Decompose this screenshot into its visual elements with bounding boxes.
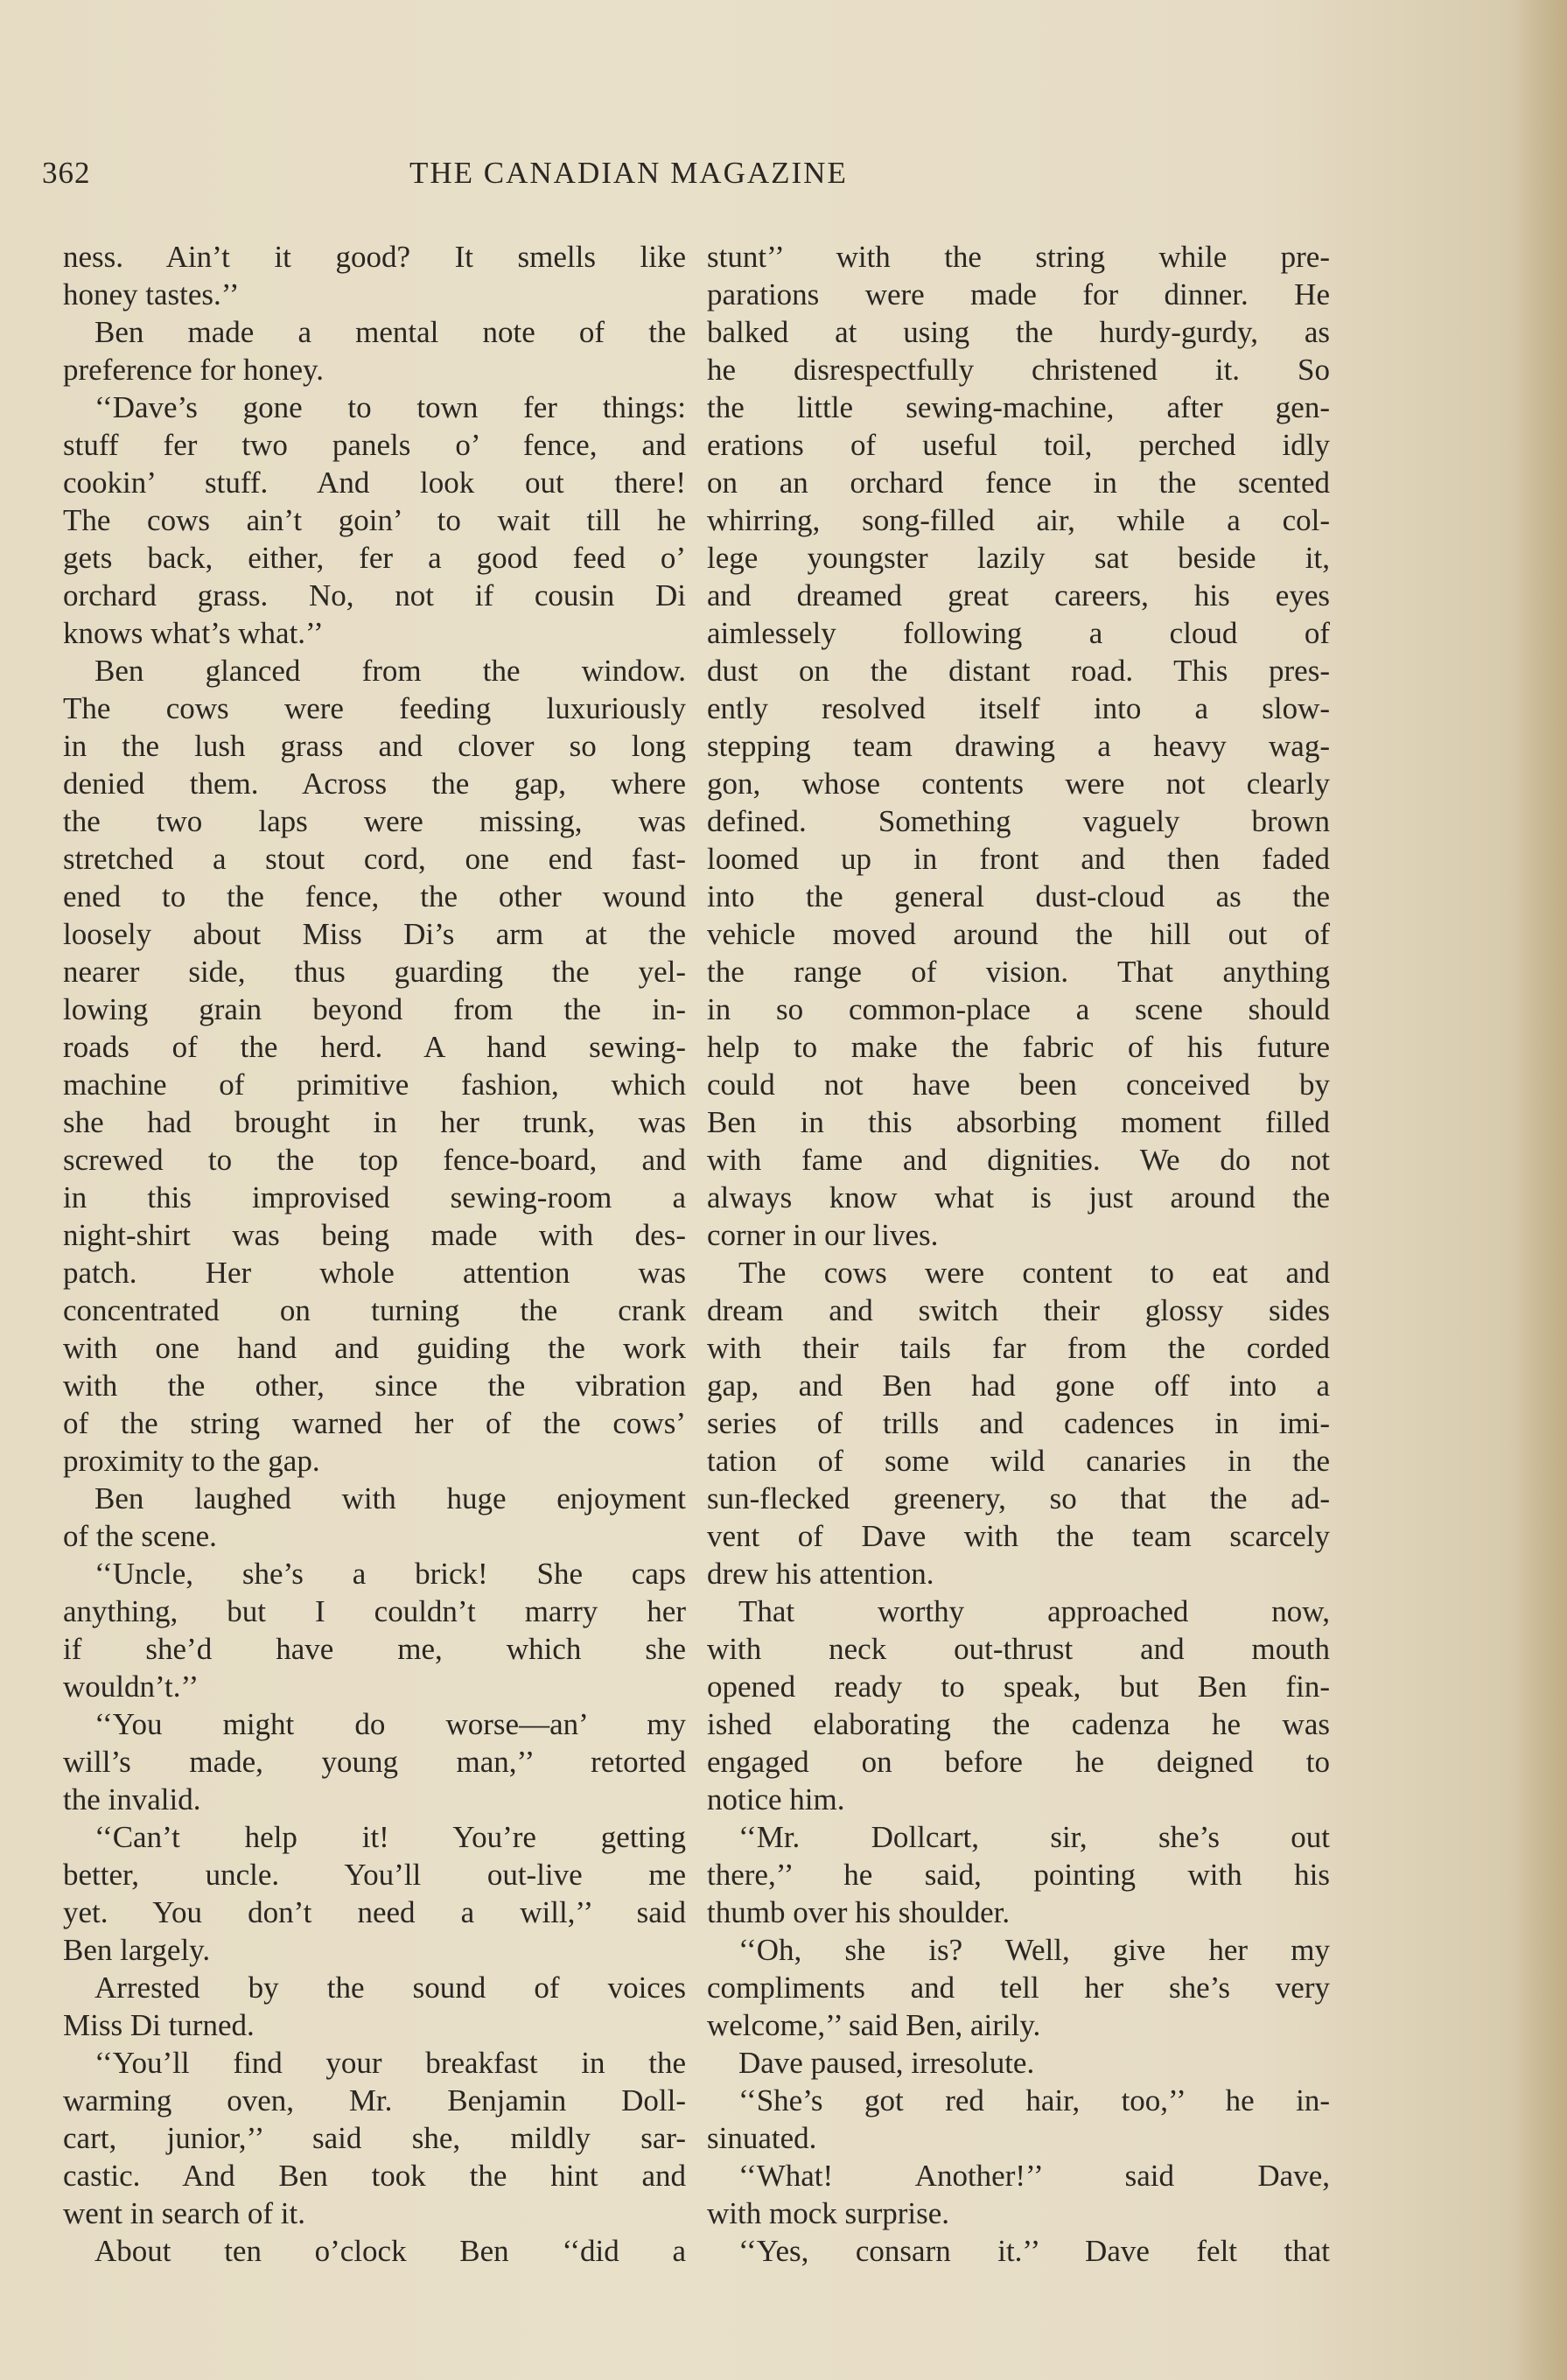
- text-line: proximity to the gap.: [63, 1444, 320, 1478]
- text-line: if she’d have me, which she: [63, 1632, 686, 1666]
- text-line: will’s made, young man,’’ retorted: [63, 1745, 686, 1779]
- page-number: 362: [42, 156, 91, 190]
- text-line: ‘‘Can’t help it! You’re getting: [94, 1820, 686, 1854]
- text-line: went in search of it.: [63, 2196, 305, 2230]
- text-line: ‘‘What! Another!’’ said Dave,: [738, 2159, 1330, 2193]
- text-line: whirring, song-filled air, while a col-: [707, 503, 1330, 537]
- text-line: always know what is just around the: [707, 1180, 1330, 1214]
- text-line: honey tastes.’’: [63, 277, 240, 312]
- text-line: there,’’ he said, pointing with his: [707, 1858, 1330, 1892]
- text-line: notice him.: [707, 1782, 845, 1816]
- text-line: castic. And Ben took the hint and: [63, 2159, 686, 2193]
- text-line: on an orchard fence in the scented: [707, 466, 1330, 500]
- text-line: loosely about Miss Di’s arm at the: [63, 917, 686, 951]
- text-line: the range of vision. That anything: [707, 955, 1330, 989]
- text-line: into the general dust-cloud as the: [707, 879, 1330, 914]
- text-line: yet. You don’t need a will,’’ said: [63, 1895, 686, 1929]
- text-line: she had brought in her trunk, was: [63, 1105, 686, 1139]
- text-line: with one hand and guiding the work: [63, 1331, 686, 1365]
- text-line: sun-flecked greenery, so that the ad-: [707, 1481, 1330, 1516]
- text-line: help to make the fabric of his future: [707, 1030, 1330, 1064]
- text-line: drew his attention.: [707, 1557, 934, 1591]
- text-line: stuff fer two panels o’ fence, and: [63, 428, 686, 462]
- text-line: he disrespectfully christened it. So: [707, 353, 1330, 387]
- text-line: lege youngster lazily sat beside it,: [707, 541, 1330, 575]
- text-line: Ben largely.: [63, 1933, 211, 1967]
- text-line: The cows were feeding luxuriously: [63, 691, 686, 725]
- text-line: with their tails far from the corded: [707, 1331, 1330, 1365]
- text-line: roads of the herd. A hand sewing-: [63, 1030, 686, 1064]
- text-line: The cows were content to eat and: [738, 1256, 1330, 1290]
- text-line: ‘‘Mr. Dollcart, sir, she’s out: [738, 1820, 1330, 1854]
- text-line: welcome,’’ said Ben, airily.: [707, 2008, 1041, 2042]
- text-line: ‘‘Dave’s gone to town fer things:: [94, 390, 686, 424]
- text-line: That worthy approached now,: [738, 1594, 1330, 1628]
- text-line: night-shirt was being made with des-: [63, 1218, 686, 1252]
- text-line: compliments and tell her she’s very: [707, 1970, 1330, 2005]
- text-line: vent of Dave with the team scarcely: [707, 1519, 1330, 1553]
- text-line: the invalid.: [63, 1782, 201, 1816]
- text-line: gap, and Ben had gone off into a: [707, 1368, 1330, 1403]
- text-line: patch. Her whole attention was: [63, 1256, 686, 1290]
- text-line: erations of useful toil, perched idly: [707, 428, 1330, 462]
- right-text-column: [707, 238, 1330, 2270]
- text-line: ently resolved itself into a slow-: [707, 691, 1330, 725]
- text-line: ‘‘Uncle, she’s a brick! She caps: [94, 1557, 686, 1591]
- text-line: engaged on before he deigned to: [707, 1745, 1330, 1779]
- text-line: the little sewing-machine, after gen-: [707, 390, 1330, 424]
- text-line: and dreamed great careers, his eyes: [707, 578, 1330, 612]
- text-line: Ben in this absorbing moment filled: [707, 1105, 1330, 1139]
- text-line: stunt’’ with the string while pre-: [707, 240, 1330, 274]
- text-line: vehicle moved around the hill out of: [707, 917, 1330, 951]
- text-line: the two laps were missing, was: [63, 804, 686, 838]
- text-line: better, uncle. You’ll out-live me: [63, 1858, 686, 1892]
- text-line: wouldn’t.’’: [63, 1670, 199, 1704]
- text-line: anything, but I couldn’t marry her: [63, 1594, 686, 1628]
- text-line: with fame and dignities. We do not: [707, 1143, 1330, 1177]
- text-line: stepping team drawing a heavy wag-: [707, 729, 1330, 763]
- text-line: in so common-place a scene should: [707, 992, 1330, 1026]
- text-line: warming oven, Mr. Benjamin Doll-: [63, 2083, 686, 2118]
- text-line: of the scene.: [63, 1519, 217, 1553]
- text-line: opened ready to speak, but Ben fin-: [707, 1670, 1330, 1704]
- text-line: concentrated on turning the crank: [63, 1293, 686, 1327]
- text-line: ‘‘Oh, she is? Well, give her my: [738, 1933, 1330, 1967]
- text-line: cookin’ stuff. And look out there!: [63, 466, 686, 500]
- text-line: of the string warned her of the cows’: [63, 1406, 686, 1440]
- text-line: ‘‘Yes, consarn it.’’ Dave felt that: [738, 2234, 1330, 2268]
- running-head: [42, 156, 1337, 200]
- text-line: stretched a stout cord, one end fast-: [63, 842, 686, 876]
- text-line: in this improvised sewing-room a: [63, 1180, 686, 1214]
- text-line: ness. Ain’t it good? It smells like: [63, 240, 686, 274]
- text-line: with the other, since the vibration: [63, 1368, 686, 1403]
- text-line: The cows ain’t goin’ to wait till he: [63, 503, 686, 537]
- text-line: knows what’s what.’’: [63, 616, 324, 650]
- text-line: gon, whose contents were not clearly: [707, 766, 1330, 801]
- text-line: could not have been conceived by: [707, 1068, 1330, 1102]
- text-line: Ben made a mental note of the: [94, 315, 686, 349]
- text-line: preference for honey.: [63, 353, 324, 387]
- text-line: machine of primitive fashion, which: [63, 1068, 686, 1102]
- text-line: series of trills and cadences in imi-: [707, 1406, 1330, 1440]
- text-line: gets back, either, fer a good feed o’: [63, 541, 686, 575]
- text-line: dream and switch their glossy sides: [707, 1293, 1330, 1327]
- text-line: thumb over his shoulder.: [707, 1895, 1011, 1929]
- text-line: lowing grain beyond from the in-: [63, 992, 686, 1026]
- text-line: Ben glanced from the window.: [94, 654, 686, 688]
- text-line: balked at using the hurdy-gurdy, as: [707, 315, 1330, 349]
- text-line: denied them. Across the gap, where: [63, 766, 686, 801]
- text-line: ‘‘She’s got red hair, too,’’ he in-: [738, 2083, 1330, 2118]
- text-line: loomed up in front and then faded: [707, 842, 1330, 876]
- text-line: orchard grass. No, not if cousin Di: [63, 578, 686, 612]
- text-line: cart, junior,’’ said she, mildly sar-: [63, 2121, 686, 2155]
- text-line: with neck out-thrust and mouth: [707, 1632, 1330, 1666]
- text-line: Miss Di turned.: [63, 2008, 255, 2042]
- magazine-title: THE CANADIAN MAGAZINE: [409, 156, 848, 190]
- text-line: nearer side, thus guarding the yel-: [63, 955, 686, 989]
- text-line: sinuated.: [707, 2121, 817, 2155]
- text-line: ‘‘You might do worse—an’ my: [94, 1707, 686, 1741]
- text-line: About ten o’clock Ben ‘‘did a: [94, 2234, 686, 2268]
- text-line: tation of some wild canaries in the: [707, 1444, 1330, 1478]
- text-line: ished elaborating the cadenza he was: [707, 1707, 1330, 1741]
- text-line: aimlessely following a cloud of: [707, 616, 1330, 650]
- text-line: Ben laughed with huge enjoyment: [94, 1481, 686, 1516]
- text-line: with mock surprise.: [707, 2196, 950, 2230]
- text-line: dust on the distant road. This pres-: [707, 654, 1330, 688]
- text-line: corner in our lives.: [707, 1218, 939, 1252]
- text-line: screwed to the top fence-board, and: [63, 1143, 686, 1177]
- text-line: Arrested by the sound of voices: [94, 1970, 686, 2005]
- text-line: in the lush grass and clover so long: [63, 729, 686, 763]
- text-line: defined. Something vaguely brown: [707, 804, 1330, 838]
- left-text-column: [63, 238, 686, 2270]
- text-line: parations were made for dinner. He: [707, 277, 1330, 312]
- text-line: Dave paused, irresolute.: [738, 2046, 1035, 2080]
- text-line: ened to the fence, the other wound: [63, 879, 686, 914]
- text-line: ‘‘You’ll find your breakfast in the: [94, 2046, 686, 2080]
